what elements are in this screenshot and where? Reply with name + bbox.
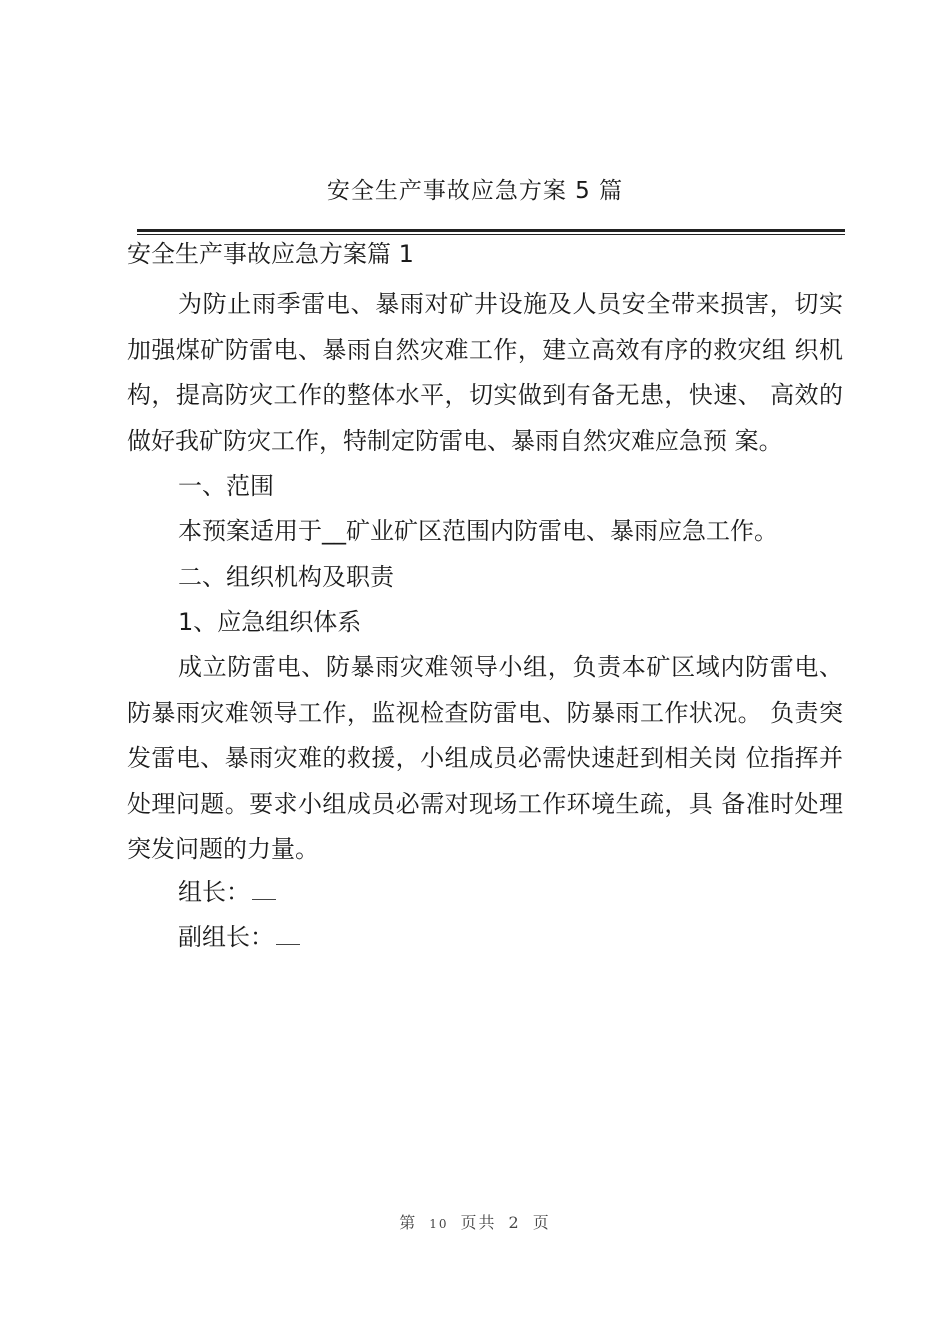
footer-middle: 页共 — [460, 1213, 497, 1232]
org-paragraph: 成立防雷电、防暴雨灾难领导小组，负责本矿区域内防雷电、防暴雨灾难领导工作，监视检查防雷电、防暴雨工作状况。 负责突发雷电、暴雨灾难的救援，小组成员必需快速赶到相关岗 位指挥并处理问题。要求小组成员必需对现场工作环境生疏，具 备准时处理突发问题的力量。 — [127, 653, 843, 863]
section-heading: 安全生产事故应急方案篇 1 — [127, 240, 414, 268]
footer-total-pages: 2 — [508, 1213, 521, 1232]
title-divider-thick — [137, 229, 845, 232]
leader-line — [127, 870, 843, 916]
footer-suffix: 页 — [532, 1213, 551, 1232]
leader-label: 组长： — [178, 878, 250, 906]
org-heading: 二、组织机构及职责 — [178, 563, 394, 591]
title-divider-thin — [137, 234, 845, 235]
deputy-line — [127, 915, 843, 961]
page-footer — [0, 1210, 950, 1233]
document-title: 安全生产事故应急方案 5 篇 — [326, 178, 624, 204]
leader-blank — [252, 877, 276, 900]
intro-paragraph: 为防止雨季雷电、暴雨对矿井设施及人员安全带来损害，切实加强煤矿防雷电、暴雨自然灾难工作，建立高效有序的救灾组 织机构，提高防灾工作的整体水平，切实做到有备无患，快速、 高效的做好我矿防灾工作，特制定防雷电、暴雨自然灾难应急预 案。 — [127, 290, 843, 455]
scope-paragraph: 本预案适用于__矿业矿区范围内防雷电、暴雨应急工作。 — [178, 517, 778, 545]
footer-current-page: 10 — [429, 1217, 449, 1231]
deputy-label: 副组长： — [178, 923, 274, 951]
deputy-blank — [276, 922, 300, 945]
org-sub-heading: 1、应急组织体系 — [178, 608, 362, 636]
footer-prefix: 第 — [399, 1213, 418, 1232]
scope-heading: 一、范围 — [178, 472, 274, 500]
